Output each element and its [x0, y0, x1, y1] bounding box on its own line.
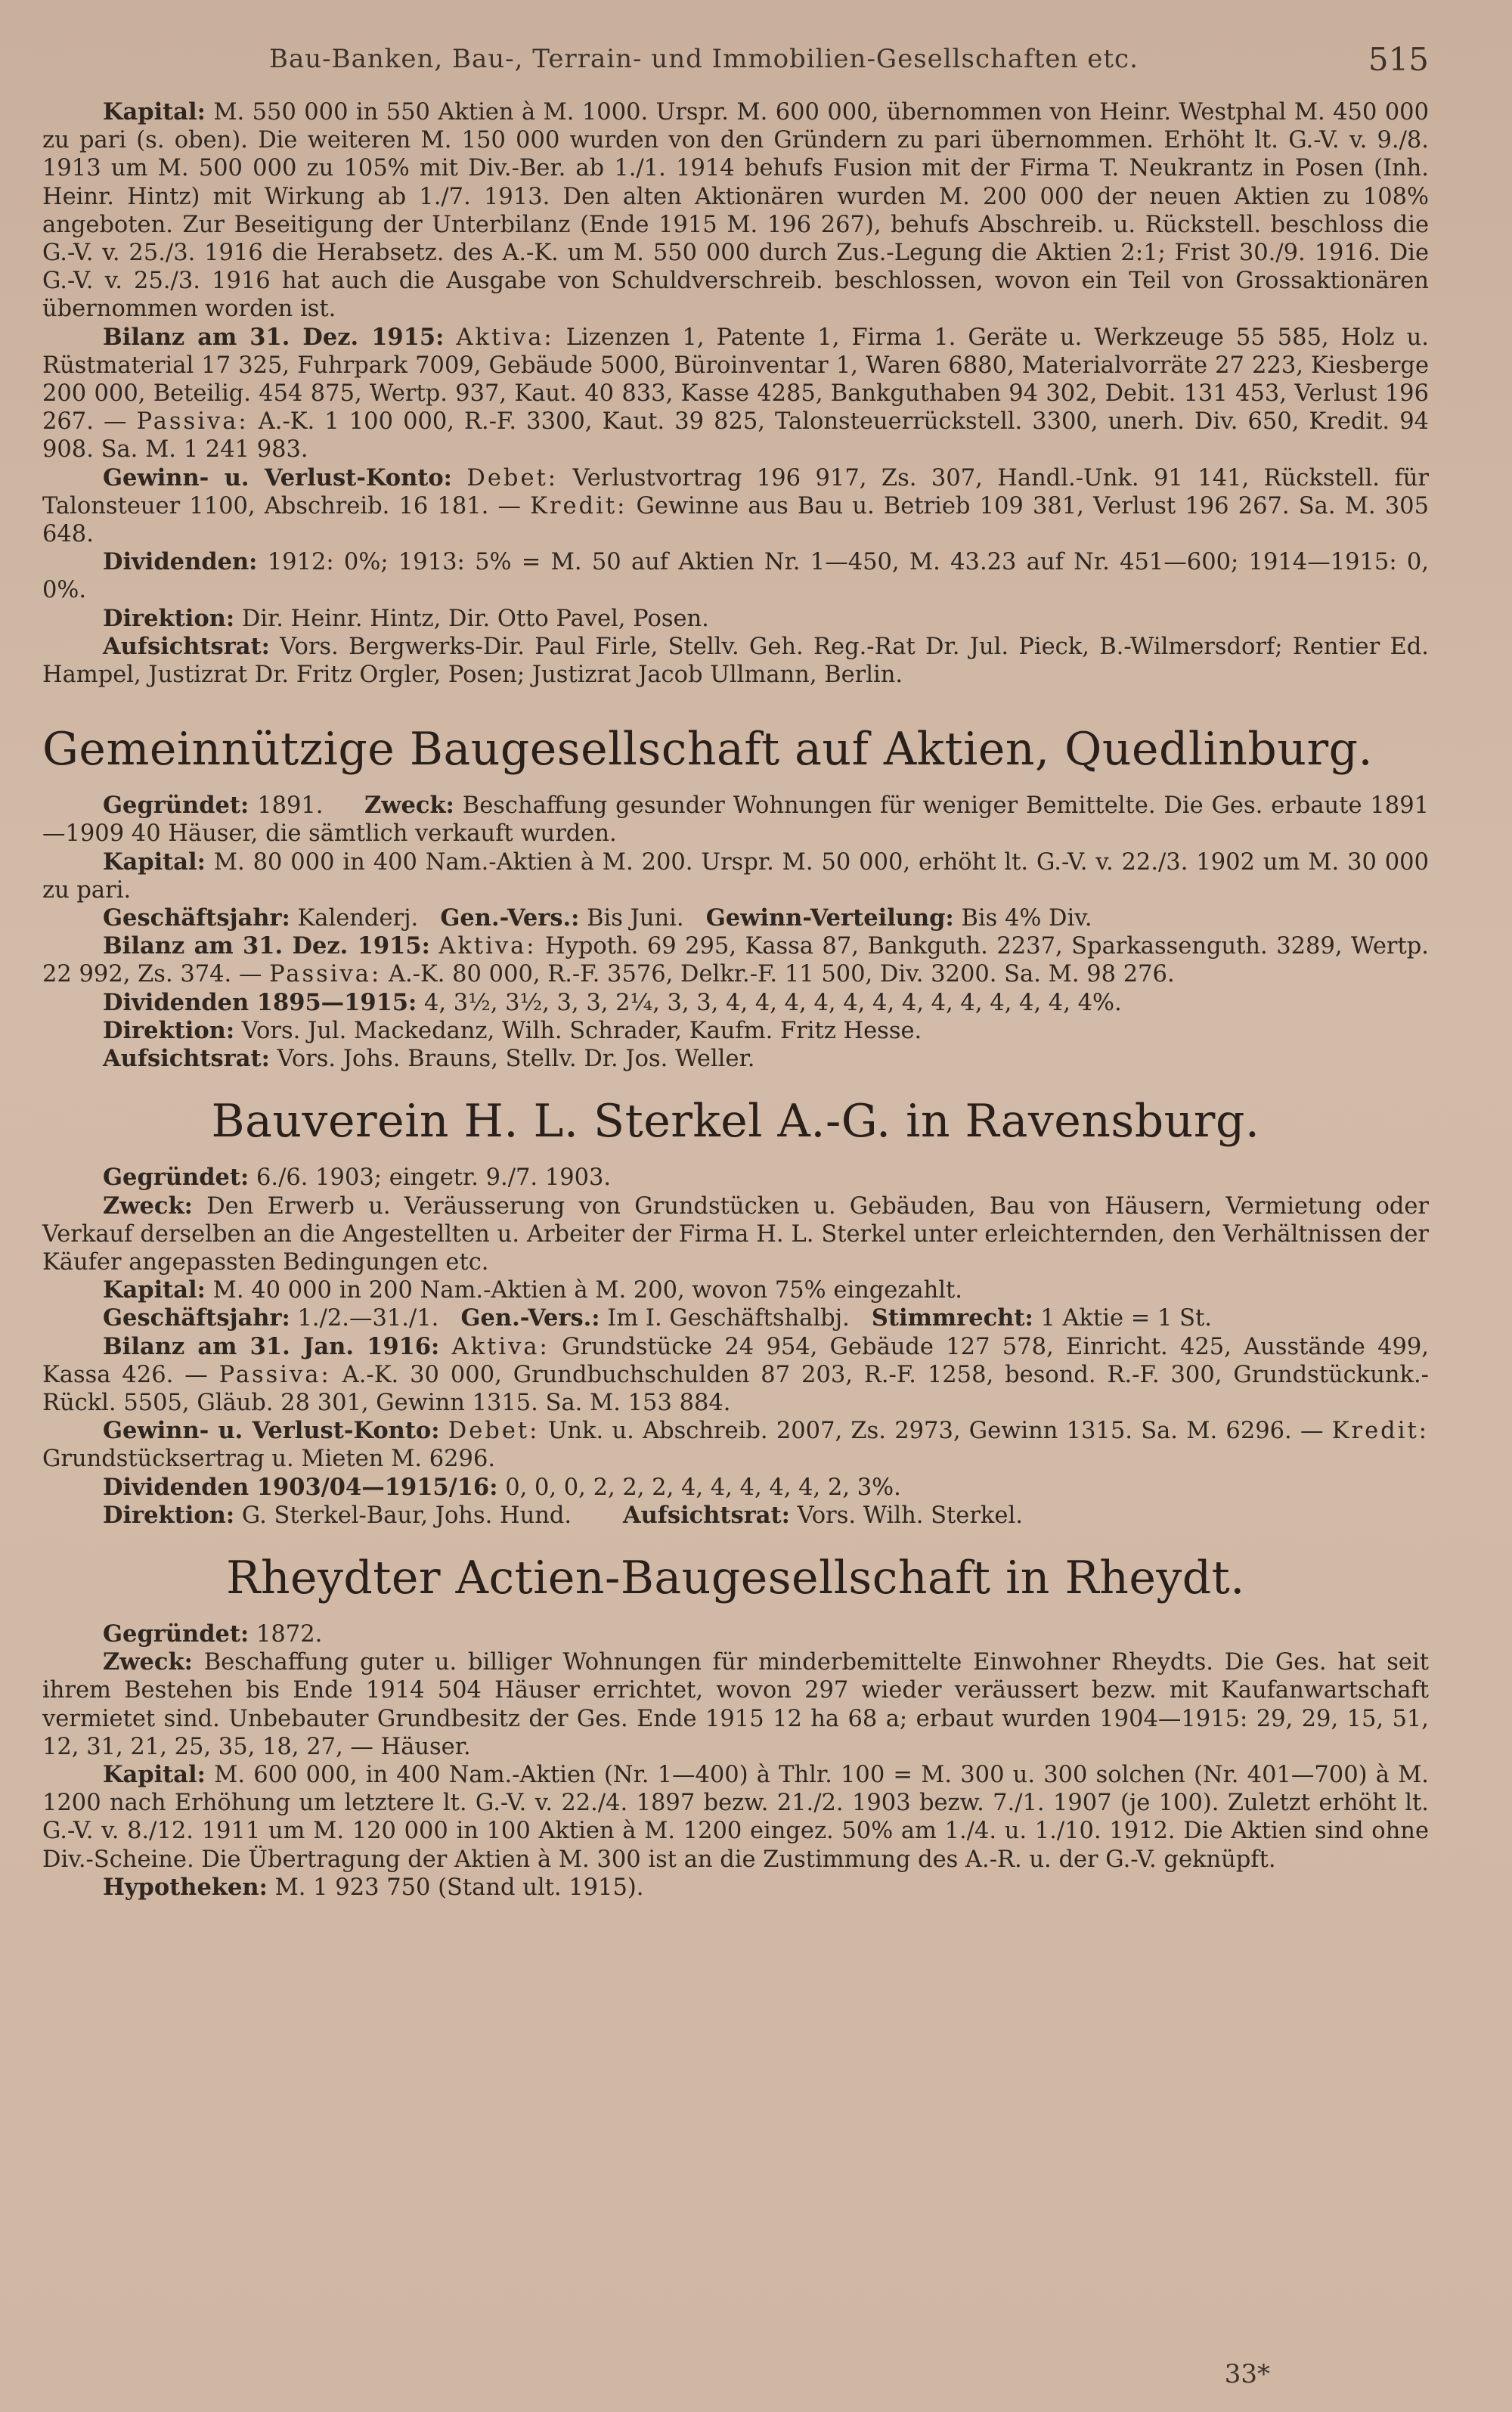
entry-title: Gemeinnützige Baugesellschaft auf Aktien, Quedlinburg.: [42, 723, 1374, 777]
dividenden-paragraph: Dividenden 1895—1915: 4, 3½, 3½, 3, 3, 2¼, 3, 3, 4, 4, 4, 4, 4, 4, 4, 4, 4, 4, 4, 4, 4%.: [103, 988, 1122, 1016]
gegruendet-zweck-paragraph: Gegründet: 1891. Zweck: Beschaffung gesunder Wohnungen für weniger Bemittelte. Die Ges. erbaute 1891—1909 40 Häuser, die sämtlich verkauft wurden.: [42, 792, 1430, 848]
entry-ravensburg: [42, 1094, 1429, 1530]
hypotheken-paragraph: Hypotheken: M. 1 923 750 (Stand ult. 1915).: [103, 1873, 644, 1901]
bilanz-paragraph: Bilanz am 31. Dez. 1915: Aktiva: Hypoth. 69 295, Kassa 87, Bankguth. 2237, Sparkassenguth. 3289, Wertp. 22 992, Zs. 374. — Passiva: A.-K. 80 000, R.-F. 3576, Delkr.-F. 11 500, Div. 3200. Sa. M. 98 276.: [42, 932, 1429, 988]
kapital-paragraph: Kapital: M. 40 000 in 200 Nam.-Aktien à M. 200, wovon 75% eingezahlt.: [103, 1276, 962, 1304]
dividenden-paragraph: Dividenden 1903/04—1915/16: 0, 0, 0, 2, 2, 2, 4, 4, 4, 4, 4, 2, 3%.: [103, 1473, 901, 1501]
kapital-paragraph: Kapital: M. 80 000 in 400 Nam.-Aktien à M. 200. Urspr. M. 50 000, erhöht lt. G.-V. v. 22./3. 1902 um M. 30 000 zu pari.: [42, 848, 1429, 904]
zweck-paragraph: Zweck: Beschaffung guter u. billiger Wohnungen für minderbemittelte Einwohner Rheydts. Die Ges. hat seit ihrem Bestehen bis Ende 1914 504 Häuser errichtet, wovon 297 wieder veräussert bezw. mit Kaufanwartschaft vermietet sind. Unbebauter Grundbesitz der Ges. Ende 1915 12 ha 68 a; erbaut wurden 1904—1915: 29, 29, 15, 51, 12, 31, 21, 25, 35, 18, 27, — Häuser.: [42, 1648, 1429, 1760]
aufsichtsrat-paragraph: Aufsichtsrat: Vors. Johs. Brauns, Stellv. Dr. Jos. Weller.: [103, 1045, 755, 1073]
geschaeftsjahr-paragraph: Geschäftsjahr: Kalenderj. Gen.-Vers.: Bis Juni. Gewinn-Verteilung: Bis 4% Div.: [103, 904, 1092, 932]
bilanz-paragraph: Bilanz am 31. Jan. 1916: Aktiva: Grundstücke 24 954, Gebäude 127 578, Einricht. 425, Ausstände 499, Kassa 426. — Passiva: A.-K. 30 000, Grundbuchschulden 87 203, R.-F. 1258, besond. R.-F. 300, Grundstückunk.-Rückl. 5505, Gläub. 28 301, Gewinn 1315. Sa. M. 153 884.: [42, 1332, 1429, 1416]
gegruendet-paragraph: Gegründet: 1872.: [103, 1620, 323, 1648]
kapital-paragraph: Kapital: M. 600 000, in 400 Nam.-Aktien (Nr. 1—400) à Thlr. 100 = M. 300 u. 300 solchen (Nr. 401—700) à M. 1200 nach Erhöhung um letztere lt. G.-V. v. 22./4. 1897 bezw. 21./2. 1903 bezw. 7./1. 1907 (je 100). Zuletzt erhöht lt. G.-V. v. 8./12. 1911 um M. 120 000 in 100 Aktien à M. 1200 eingez. 50% am 1./4. u. 1./10. 1912. Die Aktien sind ohne Div.-Scheine. Die Übertragung der Aktien à M. 300 ist an die Zustimmung des A.-R. u. der G.-V. geknüpft.: [42, 1760, 1429, 1873]
direktion-aufsichtsrat-paragraph: Direktion: G. Sterkel-Baur, Johs. Hund. Aufsichtsrat: Vors. Wilh. Sterkel.: [103, 1501, 1023, 1529]
entry-title: Rheydter Actien-Baugesellschaft in Rheydt.: [226, 1551, 1245, 1604]
zweck-paragraph: Zweck: Den Erwerb u. Veräusserung von Grundstücken u. Gebäuden, Bau von Häusern, Vermietung oder Verkauf derselben an die Angestellten u. Arbeiter der Firma H. L. Sterkel unter erleichternden, den Verhältnissen der Käufer angepassten Bedingungen etc.: [42, 1192, 1429, 1276]
page-number: 515: [1368, 41, 1429, 78]
direktion-paragraph: Direktion: Dir. Heinr. Hintz, Dir. Otto Pavel, Posen.: [103, 604, 709, 632]
geschaeftsjahr-paragraph: Geschäftsjahr: 1./2.—31./1. Gen.-Vers.: Im I. Geschäftshalbj. Stimmrecht: 1 Aktie = 1 St.: [103, 1304, 1212, 1332]
entry-quedlinburg: [42, 722, 1429, 1073]
direktion-paragraph: Direktion: Vors. Jul. Mackedanz, Wilh. Schrader, Kaufm. Fritz Hesse.: [103, 1016, 922, 1044]
entry-rheydt: [42, 1551, 1429, 1902]
entry-continuation: [42, 98, 1429, 689]
aufsichtsrat-paragraph: Aufsichtsrat: Vors. Bergwerks-Dir. Paul Firle, Stellv. Geh. Reg.-Rat Dr. Jul. Pieck, B.-Wilmersdorf; Rentier Ed. Hampel, Justizrat Dr. Fritz Orgler, Posen; Justizrat Jacob Ullmann, Berlin.: [42, 632, 1429, 689]
kapital-paragraph: Kapital: M. 550 000 in 550 Aktien à M. 1000. Urspr. M. 600 000, übernommen von Heinr. Westphal M. 450 000 zu pari (s. oben). Die weiteren M. 150 000 wurden von den Gründern zu pari übernommen. Erhöht lt. G.-V. v. 9./8. 1913 um M. 500 000 zu 105% mit Div.-Ber. ab 1./1. 1914 behufs Fusion mit der Firma T. Neukrantz in Posen (Inh. Heinr. Hintz) mit Wirkung ab 1./7. 1913. Den alten Aktionären wurden M. 200 000 der neuen Aktien zu 108% angeboten. Zur Beseitigung der Unterbilanz (Ende 1915 M. 196 267), behufs Abschreib. u. Rückstell. beschloss die G.-V. v. 25./3. 1916 die Herabsetz. des A.-K. um M. 550 000 durch Zus.-Legung die Aktien 2:1; Frist 30./9. 1916. Die G.-V. v. 25./3. 1916 hat auch die Ausgabe von Schuldverschreib. beschlossen, wovon ein Teil von Grossaktionären übernommen worden ist.: [42, 98, 1429, 323]
running-head: [42, 30, 1429, 98]
dividenden-paragraph: Dividenden: 1912: 0%; 1913: 5% = M. 50 auf Aktien Nr. 1—450, M. 43.23 auf Nr. 451—600; 1914—1915: 0, 0%.: [42, 548, 1429, 604]
gegruendet-paragraph: Gegründet: 6./6. 1903; eingetr. 9./7. 1903.: [103, 1164, 612, 1192]
gewinn-verlust-paragraph: Gewinn- u. Verlust-Konto: Debet: Verlustvortrag 196 917, Zs. 307, Handl.-Unk. 91 141, Rückstell. für Talonsteuer 1100, Abschreib. 16 181. — Kredit: Gewinne aus Bau u. Betrieb 109 381, Verlust 196 267. Sa. M. 305 648.: [42, 463, 1429, 548]
bilanz-paragraph: Bilanz am 31. Dez. 1915: Aktiva: Lizenzen 1, Patente 1, Firma 1. Geräte u. Werkzeuge 55 585, Holz u. Rüstmaterial 17 325, Fuhrpark 7009, Gebäude 5000, Büroinventar 1, Waren 6880, Materialvorräte 27 223, Kiesberge 200 000, Beteilig. 454 875, Wertp. 937, Kaut. 40 833, Kasse 4285, Bankguthaben 94 302, Debit. 131 453, Verlust 196 267. — Passiva: A.-K. 1 100 000, R.-F. 3300, Kaut. 39 825, Talonsteuerrückstell. 3300, unerh. Div. 650, Kredit. 94 908. Sa. M. 1 241 983.: [42, 323, 1430, 463]
gewinn-verlust-paragraph: Gewinn- u. Verlust-Konto: Debet: Unk. u. Abschreib. 2007, Zs. 2973, Gewinn 1315. Sa. M. 6296. — Kredit: Grundstücksertrag u. Mieten M. 6296.: [42, 1417, 1429, 1473]
signature-mark: 33*: [1224, 2359, 1270, 2389]
entry-title: Bauverein H. L. Sterkel A.-G. in Ravensburg.: [211, 1095, 1260, 1149]
running-head-title: Bau-Banken, Bau-, Terrain- und Immobilien-Gesellschaften etc.: [269, 44, 1139, 74]
